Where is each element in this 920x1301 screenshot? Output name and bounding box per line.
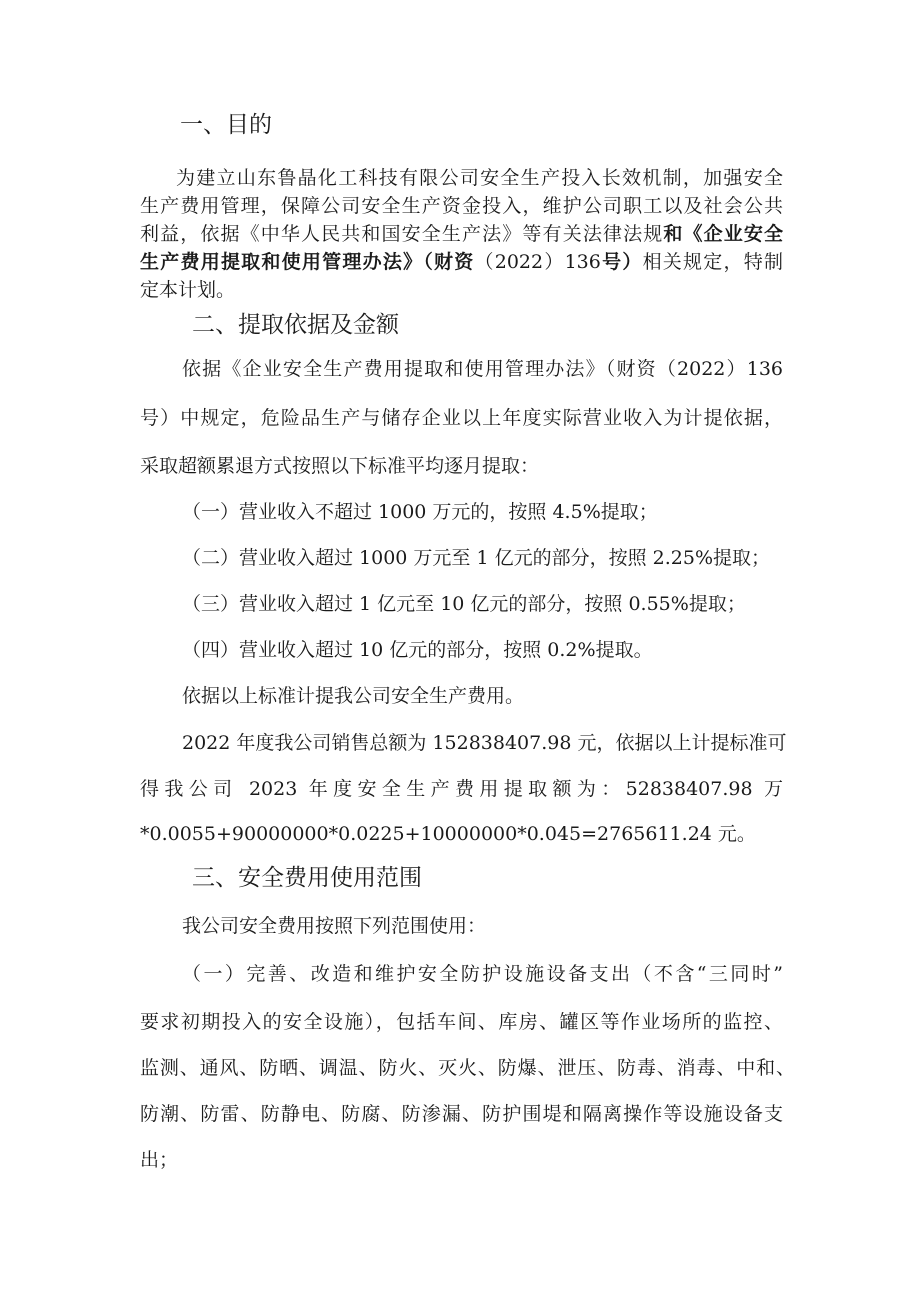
section-heading-usage: 三、安全费用使用范围 bbox=[192, 865, 422, 891]
calc-line: *0.0055+90000000*0.0225+10000000*0.045=2765611.24 元。 bbox=[140, 823, 756, 845]
usage-item-line: （一）完善、改造和维护安全防护设施设备支出（不含“三同时” bbox=[182, 963, 783, 985]
usage-item-line: 监测、通风、防晒、调温、防火、灭火、防爆、泄压、防毒、消毒、中和、 bbox=[140, 1057, 795, 1079]
paragraph-line: 我公司安全费用按照下列范围使用： bbox=[182, 915, 487, 937]
paragraph-line: 依据《企业安全生产费用提取和使用管理办法》（财资（2022）136 bbox=[182, 358, 783, 380]
paragraph-line: 为建立山东鲁晶化工科技有限公司安全生产投入长效机制，加强安全 bbox=[176, 167, 783, 189]
section-heading-basis: 二、提取依据及金额 bbox=[192, 312, 399, 338]
text-run: 利益，依据《中华人民共和国安全生产法》等有关法律法规 bbox=[140, 223, 664, 245]
rate-item: （三）营业收入超过 1 亿元至 10 亿元的部分，按照 0.55%提取； bbox=[182, 593, 746, 615]
calc-line: 2022 年度我公司销售总额为 152838407.98 元，依据以上计提标准可 bbox=[182, 732, 787, 754]
text-run: 相关规定，特制 bbox=[642, 251, 783, 273]
bold-text-run: 号） bbox=[600, 251, 643, 273]
paragraph-line: 采取超额累退方式按照以下标准平均逐月提取： bbox=[140, 455, 540, 477]
rate-item: （一）营业收入不超过 1000 万元的，按照 4.5%提取； bbox=[182, 501, 658, 523]
rate-item: （二）营业收入超过 1000 万元至 1 亿元的部分，按照 2.25%提取； bbox=[182, 547, 770, 569]
paragraph-line: 依据以上标准计提我公司安全生产费用。 bbox=[182, 685, 525, 707]
text-run: （2022）136 bbox=[474, 251, 601, 273]
paragraph-line: 定本计划。 bbox=[140, 279, 236, 301]
bold-text-run: 生产费用提取和使用管理办法》（财资 bbox=[140, 251, 475, 273]
usage-item-line: 要求初期投入的安全设施），包括车间、库房、罐区等作业场所的监控、 bbox=[140, 1011, 783, 1033]
paragraph-line: 生产费用管理，保障公司安全生产资金投入，维护公司职工以及社会公共 bbox=[140, 195, 783, 217]
rate-item: （四）营业收入超过 10 亿元的部分，按照 0.2%提取。 bbox=[182, 639, 653, 661]
section-heading-purpose: 一、目的 bbox=[180, 112, 272, 138]
calc-line: 得我公司 2023 年度安全生产费用提取额为：52838407.98 万 bbox=[140, 778, 783, 800]
bold-text-run: 和《企业安全 bbox=[663, 223, 783, 245]
paragraph-line: 号）中规定，危险品生产与储存企业以上年度实际营业收入为计提依据， bbox=[140, 407, 783, 429]
usage-item-line: 防潮、防雷、防静电、防腐、防渗漏、防护围堤和隔离操作等设施设备支 bbox=[140, 1103, 783, 1125]
paragraph-line bbox=[140, 250, 783, 274]
paragraph-line bbox=[140, 222, 783, 246]
usage-item-line: 出； bbox=[140, 1149, 179, 1171]
